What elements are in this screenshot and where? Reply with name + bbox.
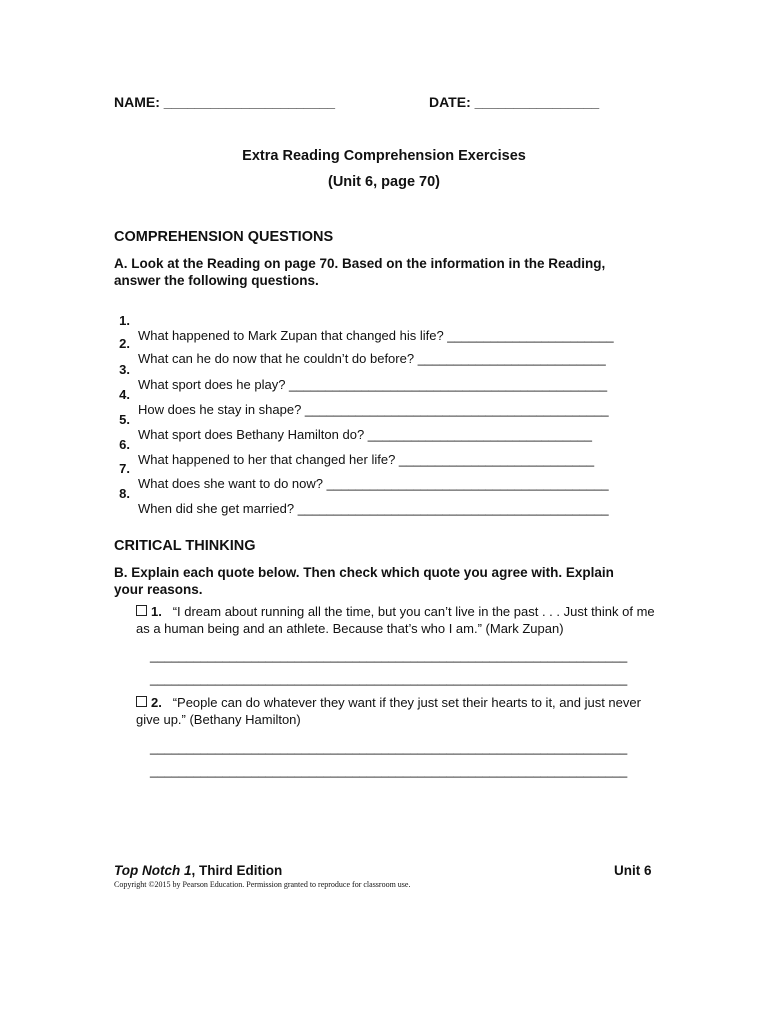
question-text: How does he stay in shape? __________________________________________ xyxy=(138,402,609,417)
question-text: What does she want to do now? _______________________________________ xyxy=(138,476,609,491)
question-3 xyxy=(114,347,674,392)
question-1 xyxy=(114,298,674,343)
question-text: What happened to her that changed her life? ___________________________ xyxy=(138,452,595,467)
quote-2 xyxy=(136,694,656,728)
page-title: Extra Reading Comprehension Exercises xyxy=(242,148,526,164)
question-text: What sport does he play? ____________________________________________ xyxy=(138,377,608,392)
question-number: 2. xyxy=(119,336,130,351)
question-number: 8. xyxy=(119,486,130,501)
book-title: Top Notch 1 xyxy=(114,863,192,878)
question-number: 7. xyxy=(119,461,130,476)
question-6 xyxy=(114,422,674,467)
quote-2-checkbox[interactable] xyxy=(136,696,147,707)
comprehension-instruction: A. Look at the Reading on page 70. Based on the information in the Reading, answer the following questions. xyxy=(114,256,606,288)
answer-line[interactable]: __________________________________________________________________ xyxy=(150,648,628,663)
critical-thinking-heading: CRITICAL THINKING xyxy=(114,538,256,554)
copyright-notice: Copyright ©2015 by Pearson Education. Permission granted to reproduce for classroom use. xyxy=(114,880,411,889)
question-number: 5. xyxy=(119,412,130,427)
question-7 xyxy=(114,446,674,491)
comprehension-heading: COMPREHENSION QUESTIONS xyxy=(114,229,334,245)
quote-number: 1. xyxy=(151,604,162,619)
quote-text: “I dream about running all the time, but you can’t live in the past . . . Just think of me as a human being and an athlete. Because that’s who I am.” (Mark Zupan) xyxy=(136,604,655,636)
answer-line[interactable]: __________________________________________________________________ xyxy=(150,763,628,778)
page-subtitle: (Unit 6, page 70) xyxy=(328,174,440,190)
question-number: 3. xyxy=(119,362,130,377)
footer-book xyxy=(114,863,282,878)
question-number: 4. xyxy=(119,387,130,402)
answer-line[interactable]: __________________________________________________________________ xyxy=(150,671,628,686)
question-text: What sport does Bethany Hamilton do? _______________________________ xyxy=(138,427,592,442)
question-number: 6. xyxy=(119,437,130,452)
name-field-label: NAME: ______________________ xyxy=(114,94,336,110)
quote-number: 2. xyxy=(151,695,162,710)
question-text: What can he do now that he couldn’t do before? __________________________ xyxy=(138,351,606,366)
date-field-label: DATE: ________________ xyxy=(429,94,600,110)
quote-1-checkbox[interactable] xyxy=(136,605,147,616)
answer-line[interactable]: __________________________________________________________________ xyxy=(150,740,628,755)
question-2 xyxy=(114,321,674,366)
question-5 xyxy=(114,397,674,442)
question-8 xyxy=(114,471,674,516)
question-text: When did she get married? ___________________________________________ xyxy=(138,501,609,516)
question-4 xyxy=(114,372,674,417)
quote-1 xyxy=(136,603,656,637)
quote-text: “People can do whatever they want if they just set their hearts to it, and just never give up.” (Bethany Hamilton) xyxy=(136,695,641,727)
critical-thinking-instruction: B. Explain each quote below. Then check which quote you agree with. Explain your reasons. xyxy=(114,565,614,597)
question-text: What happened to Mark Zupan that changed his life? _______________________ xyxy=(138,328,614,343)
book-edition: , Third Edition xyxy=(191,863,283,878)
question-number: 1. xyxy=(119,313,130,328)
footer-unit: Unit 6 xyxy=(614,863,652,878)
